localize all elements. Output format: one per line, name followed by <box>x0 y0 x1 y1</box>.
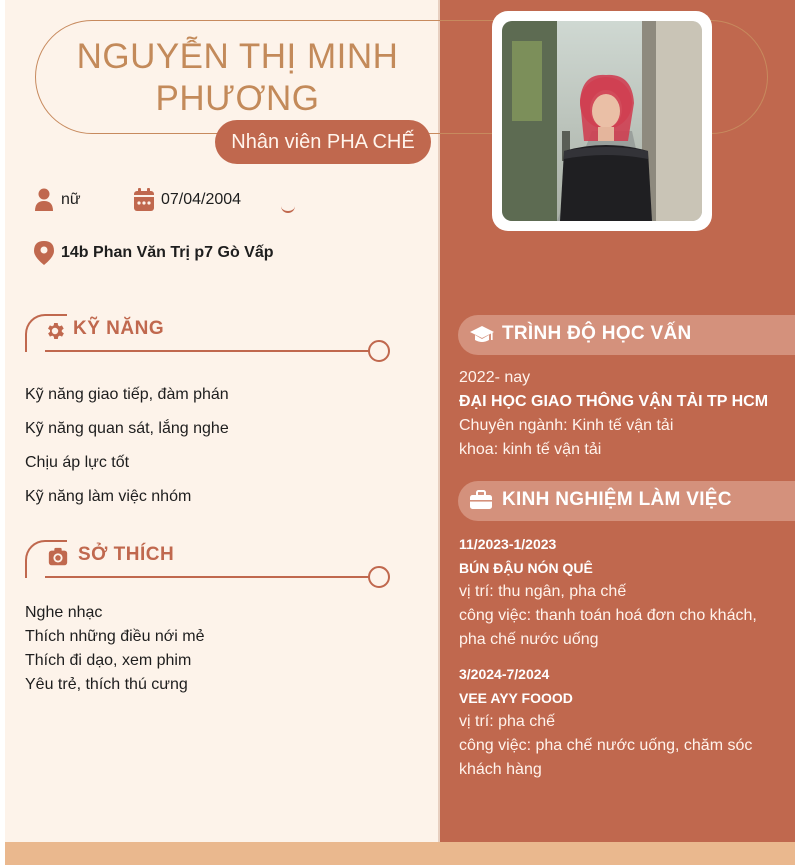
hobby-item: Yêu trẻ, thích thú cưng <box>25 676 188 693</box>
skills-title: KỸ NĂNG <box>73 318 165 339</box>
gender-value: nữ <box>61 191 81 208</box>
skill-item: Kỹ năng giao tiếp, đàm phán <box>25 386 229 403</box>
hobby-item: Nghe nhạc <box>25 604 103 621</box>
address-row <box>33 241 274 265</box>
person-icon <box>33 188 55 212</box>
job-duty: pha chế nước uống <box>459 631 599 648</box>
bottom-bar <box>5 842 795 865</box>
hobbies-header <box>25 540 390 578</box>
job-duty: công việc: thanh toán hoá đơn cho khách, <box>459 607 757 624</box>
name-line-2: PHƯƠNG <box>155 79 320 118</box>
name-line-1: NGUYỄN THỊ MINH <box>76 37 399 76</box>
job-period: 3/2024-7/2024 <box>459 666 550 682</box>
job-position: vị trí: pha chế <box>459 713 556 730</box>
graduation-cap-icon <box>470 324 492 346</box>
job-company: BÚN ĐẬU NÓN QUÊ <box>459 560 593 576</box>
section-knob <box>368 340 390 362</box>
skill-item: Kỹ năng làm việc nhóm <box>25 488 192 505</box>
experience-header <box>458 481 795 521</box>
job-title-badge: Nhân viên PHA CHẾ <box>215 120 431 164</box>
profile-photo <box>502 21 702 221</box>
education-major: Chuyên ngành: Kinh tế vận tải <box>459 417 674 434</box>
education-header <box>458 315 795 355</box>
hobby-item: Thích những điều nới mẻ <box>25 628 205 645</box>
school-name: ĐẠI HỌC GIAO THÔNG VẬN TẢI TP HCM <box>459 393 769 410</box>
birthdate-row <box>133 188 241 212</box>
hobby-item: Thích đi dạo, xem phim <box>25 652 192 669</box>
education-period: 2022- nay <box>459 369 531 386</box>
education-faculty: khoa: kinh tế vận tải <box>459 441 602 458</box>
camera-icon <box>47 546 69 568</box>
section-underline <box>45 350 379 352</box>
gender-row <box>33 188 81 212</box>
gear-icon <box>44 320 66 342</box>
experience-title: KINH NGHIỆM LÀM VIỆC <box>502 489 732 510</box>
location-pin-icon <box>33 241 55 265</box>
skill-item: Kỹ năng quan sát, lắng nghe <box>25 420 229 437</box>
skill-item: Chịu áp lực tốt <box>25 454 130 471</box>
section-knob <box>368 566 390 588</box>
section-underline <box>45 576 379 578</box>
education-title: TRÌNH ĐỘ HỌC VẤN <box>502 323 692 344</box>
skills-header <box>25 314 390 352</box>
hobbies-title: SỞ THÍCH <box>78 544 175 565</box>
birthdate-value: 07/04/2004 <box>161 191 242 208</box>
job-duty: khách hàng <box>459 761 542 778</box>
job-duty: công việc: pha chế nước uống, chăm sóc <box>459 737 753 754</box>
calendar-icon <box>133 188 155 212</box>
job-period: 11/2023-1/2023 <box>459 536 557 552</box>
job-company: VEE AYY FOOOD <box>459 690 573 706</box>
full-name <box>40 36 435 120</box>
job-position: vị trí: thu ngân, pha chế <box>459 583 627 600</box>
briefcase-icon <box>470 490 492 512</box>
address-value: 14b Phan Văn Trị p7 Gò Vấp <box>61 244 274 261</box>
